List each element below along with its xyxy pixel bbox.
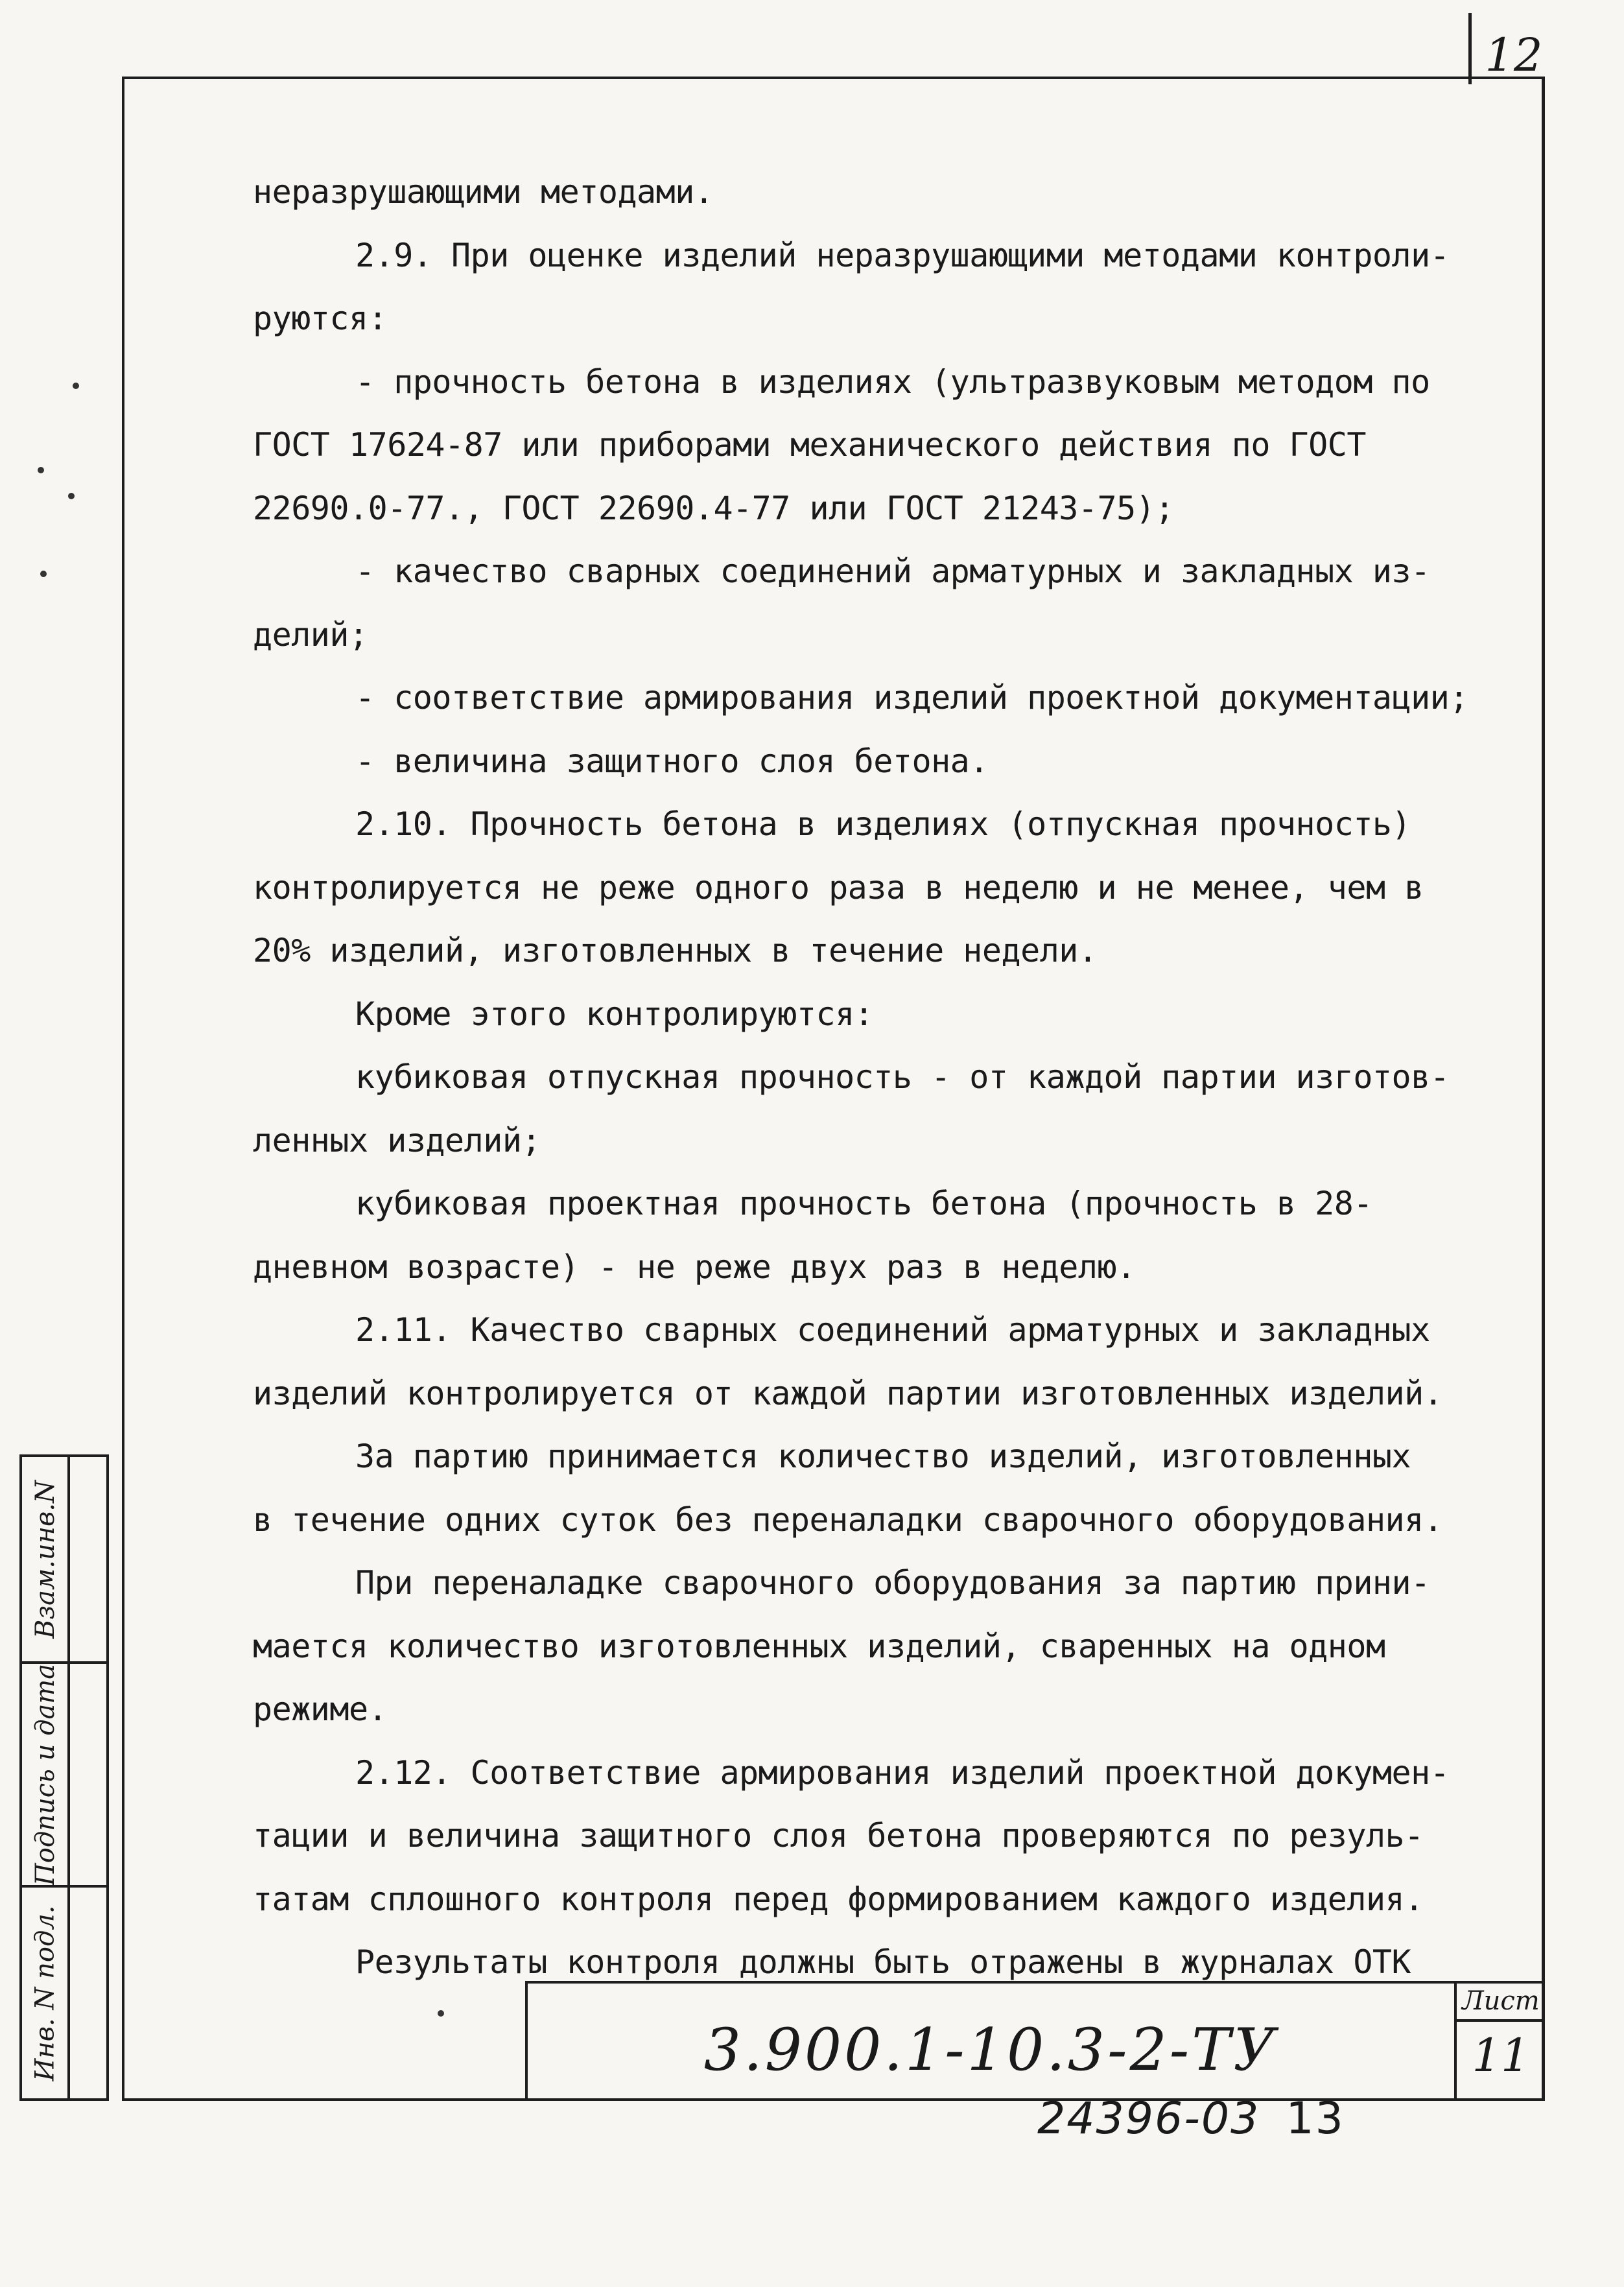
scan-speck bbox=[68, 493, 75, 499]
archive-page: 13 bbox=[1286, 2093, 1345, 2144]
corner-page-number: 12 bbox=[1485, 29, 1543, 82]
sheet-label: Лист bbox=[1457, 1984, 1545, 2022]
text-line: контролируется не реже одного раза в неделю и не менее, чем в bbox=[253, 868, 1424, 907]
text-line: - прочность бетона в изделиях (ультразвуковым методом по bbox=[355, 362, 1430, 401]
text-line: татам сплошного контроля перед формированием каждого изделия. bbox=[253, 1880, 1424, 1918]
archive-code: 24396-03 bbox=[1037, 2093, 1260, 2144]
text-line: 20% изделий, изготовленных в течение недели. bbox=[253, 932, 1098, 969]
scan-speck bbox=[38, 467, 44, 473]
text-line: ГОСТ 17624-87 или приборами механического действия по ГОСТ bbox=[253, 426, 1366, 464]
side-label-signature: Подпись и дата bbox=[30, 1663, 60, 1886]
text-line: мается количество изготовленных изделий, сваренных на одном bbox=[253, 1627, 1385, 1665]
text-line: ленных изделий; bbox=[253, 1121, 541, 1159]
text-line: кубиковая отпускная прочность - от каждой партии изготов- bbox=[355, 1058, 1450, 1096]
text-line: За партию принимается количество изделий, изготовленных bbox=[355, 1438, 1411, 1475]
text-line: 2.11. Качество сварных соединений арматурных и закладных bbox=[355, 1311, 1430, 1349]
archive-stamp bbox=[1037, 2093, 1345, 2144]
text-line: дневном возрасте) - не реже двух раз в неделю. bbox=[253, 1248, 1136, 1286]
text-line: делий; bbox=[253, 615, 368, 654]
text-line: в течение одних суток без переналадки сварочного оборудования. bbox=[253, 1500, 1443, 1539]
text-line: Результаты контроля должны быть отражены в журналах ОТК bbox=[355, 1943, 1411, 1981]
text-line: - величина защитного слоя бетона. bbox=[355, 742, 989, 780]
text-line: неразрушающими методами. bbox=[253, 173, 714, 211]
scan-speck bbox=[73, 383, 79, 389]
text-line: кубиковая проектная прочность бетона (прочность в 28- bbox=[355, 1185, 1372, 1222]
scan-speck bbox=[40, 571, 47, 577]
text-line: руются: bbox=[253, 300, 388, 337]
corner-frame-line bbox=[1468, 13, 1472, 84]
text-line: 2.9. При оценке изделий неразрушающими методами контроли- bbox=[355, 236, 1450, 274]
text-line: - качество сварных соединений арматурных и закладных из- bbox=[355, 552, 1430, 590]
side-label-inventory: Инв. N подл. bbox=[30, 1904, 61, 2081]
scan-speck bbox=[438, 2010, 444, 2017]
text-line: При переналадке сварочного оборудования за партию прини- bbox=[355, 1564, 1430, 1602]
text-line: 2.10. Прочность бетона в изделиях (отпускная прочность) bbox=[355, 805, 1411, 843]
sheet-number: 11 bbox=[1472, 2029, 1530, 2082]
text-line: режиме. bbox=[253, 1690, 388, 1728]
text-line: Кроме этого контролируются: bbox=[355, 995, 874, 1033]
document-code: 3.900.1-10.3-2-ТУ bbox=[703, 2016, 1278, 2084]
side-label-replacement: Взам.инв.N bbox=[30, 1480, 61, 1639]
document-body bbox=[253, 161, 1485, 1995]
text-line: - соответствие армирования изделий проектной документации; bbox=[355, 679, 1468, 717]
text-line: 2.12. Соответствие армирования изделий проектной докумен- bbox=[355, 1753, 1450, 1792]
side-column-split bbox=[67, 1457, 70, 2098]
text-line: тации и величина защитного слоя бетона проверяются по резуль- bbox=[253, 1817, 1424, 1854]
sheet-cell bbox=[1454, 1984, 1545, 2101]
side-stamp-column bbox=[19, 1454, 109, 2101]
title-block bbox=[525, 1981, 1545, 2101]
text-line: изделий контролируется от каждой партии изготовленных изделий. bbox=[253, 1374, 1443, 1412]
text-line: 22690.0-77., ГОСТ 22690.4-77 или ГОСТ 21243-75); bbox=[253, 489, 1174, 527]
